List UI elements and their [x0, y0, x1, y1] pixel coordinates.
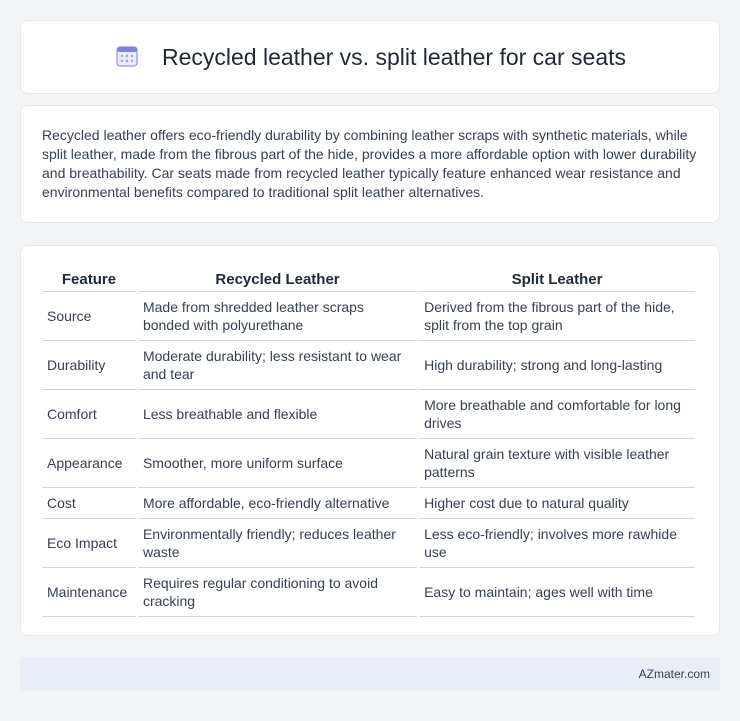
table-row: [42, 568, 695, 617]
table-row: [42, 439, 695, 488]
split-leather-cell: More breathable and comfortable for long drives: [419, 390, 695, 439]
footer: [20, 657, 720, 690]
recycled-leather-cell: Environmentally friendly; reduces leather waste: [138, 519, 417, 568]
title-card: [20, 20, 720, 94]
feature-cell: Comfort: [42, 390, 136, 439]
table-row: [42, 488, 695, 519]
column-header-split-leather: Split Leather: [419, 265, 695, 292]
split-leather-cell: High durability; strong and long-lasting: [419, 341, 695, 390]
recycled-leather-cell: Moderate durability; less resistant to wear and tear: [138, 341, 417, 390]
table-row: [42, 390, 695, 439]
split-leather-cell: Derived from the fibrous part of the hide, split from the top grain: [419, 292, 695, 341]
feature-cell: Eco Impact: [42, 519, 136, 568]
feature-cell: Appearance: [42, 439, 136, 488]
table-header-row: [42, 265, 695, 292]
split-leather-cell: Easy to maintain; ages well with time: [419, 568, 695, 617]
feature-cell: Cost: [42, 488, 136, 519]
recycled-leather-cell: Less breathable and flexible: [138, 390, 417, 439]
recycled-leather-cell: Smoother, more uniform surface: [138, 439, 417, 488]
table-row: [42, 292, 695, 341]
comparison-table: [40, 265, 697, 617]
recycled-leather-cell: Made from shredded leather scraps bonded with polyurethane: [138, 292, 417, 341]
feature-cell: Durability: [42, 341, 136, 390]
recycled-leather-cell: More affordable, eco-friendly alternative: [138, 488, 417, 519]
split-leather-cell: Less eco-friendly; involves more rawhide use: [419, 519, 695, 568]
feature-cell: Maintenance: [42, 568, 136, 617]
column-header-feature: Feature: [42, 265, 136, 292]
intro-paragraph: Recycled leather offers eco-friendly durability by combining leather scraps with synthetic materials, while split leather, made from the fibrous part of the hide, provides a more affordable option with lower durability and breathability. Car seats made from recycled leather typically feature enhanced wear resistance and environmental benefits compared to traditional split leather alternatives.: [42, 127, 697, 200]
column-header-recycled-leather: Recycled Leather: [138, 265, 417, 292]
intro-card: [20, 105, 720, 223]
feature-cell: Source: [42, 292, 136, 341]
table-row: [42, 519, 695, 568]
calendar-icon: [114, 43, 140, 69]
site-credit: AZmater.com: [638, 666, 710, 681]
split-leather-cell: Natural grain texture with visible leather patterns: [419, 439, 695, 488]
table-row: [42, 341, 695, 390]
split-leather-cell: Higher cost due to natural quality: [419, 488, 695, 519]
page-title: Recycled leather vs. split leather for car seats: [161, 43, 627, 70]
recycled-leather-cell: Requires regular conditioning to avoid cracking: [138, 568, 417, 617]
comparison-card: [20, 245, 720, 636]
